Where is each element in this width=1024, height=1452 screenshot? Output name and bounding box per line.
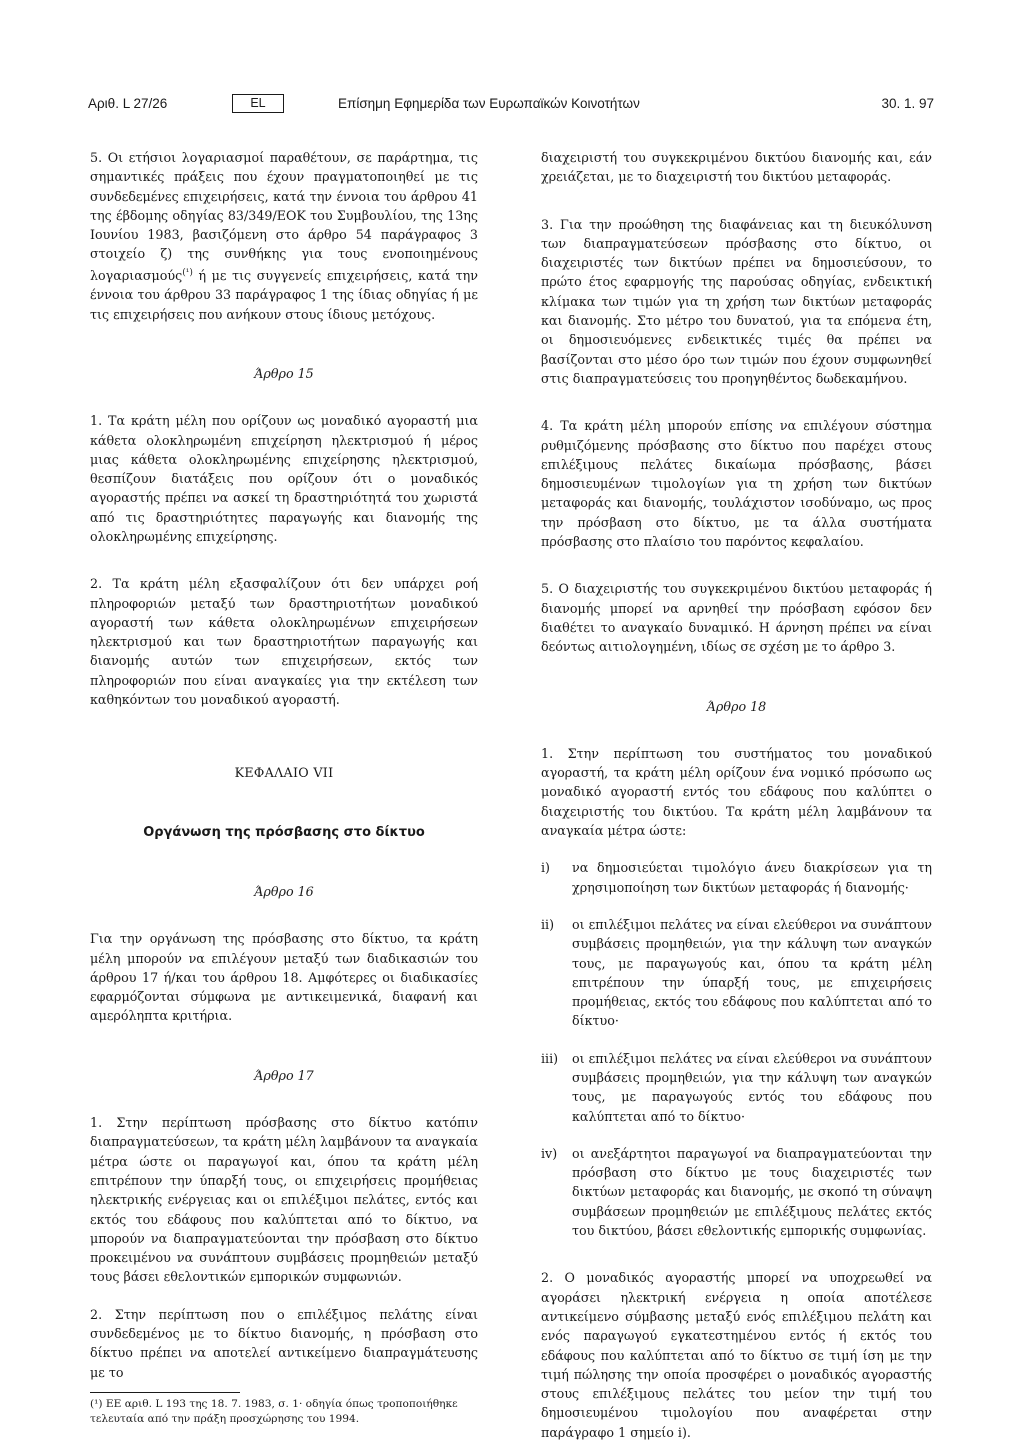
chapter-heading: ΚΕΦΑΛΑΙΟ VII [234, 765, 334, 781]
paragraph-continuation: διαχειριστή του συγκεκριμένου δικτύου διανομής και, εάν χρειάζεται, με το διαχειριστή του δικτύου μεταφοράς. [541, 150, 932, 185]
right-column [541, 148, 932, 1442]
article-15-heading: Άρθρο 15 [254, 365, 314, 381]
article-16-paragraph: Για την οργάνωση της πρόσβασης στο δίκτυο, τα κράτη μέλη μπορούν να επιλέγουν μεταξύ των διαδικασιών του άρθρου 17 ή/και του άρθρου 18. Αμφότερες οι διαδικασίες εφαρμόζονται σύμφωνα με αντικειμενικά, διαφανή και αμερόληπτα κριτήρια. [90, 931, 478, 1024]
language-code-box: EL [232, 94, 284, 113]
list-item: ii) οι επιλέξιμοι πελάτες να είναι ελεύθεροι να συνάπτουν συμβάσεις προμηθειών, για την κάλυψη των αναγκών τους, με παραγωγούς και, όπου τα κράτη μέλη επιτρέπουν την ύπαρξή τους, με επιχειρήσεις προμήθειας, εκτός του εδάφους που καλύπτεται από το δίκτυο· [541, 916, 933, 1029]
article-17-paragraph-4: 4. Τα κράτη μέλη μπορούν επίσης να επιλέγουν σύστημα ρυθμιζόμενης πρόσβασης στο δίκτυο που παρέχει στους επιλέξιμους πελάτες δικαίωμα πρόσβασης, βάσει δημοσιευμένων τιμολογίων για τη χρήση των δικτύων μεταφοράς και διανομής, τουλάχιστον ισοδύναμο, ως προς την πρόσβαση στο δίκτυο, με τα άλλα συστήματα πρόσβασης στο πλαίσιο του παρόντος κεφαλαίου. [541, 418, 932, 550]
article-15-paragraph-2: 2. Τα κράτη μέλη εξασφαλίζουν ότι δεν υπάρχει ροή πληροφοριών μεταξύ των δραστηριοτήτων μοναδικού αγοραστή των κάθετα ολοκληρωμένων επιχειρήσεων ηλεκτρισμού και των δραστηριοτήτων παραγωγής και διανομής αυτών των επιχειρήσεων, εκτός των πληροφοριών που είναι αναγκαίες για την εκτέλεση των καθηκόντων του μοναδικού αγοραστή. [90, 576, 478, 708]
article-16-heading: Άρθρο 16 [254, 883, 314, 899]
article-18-paragraph-1: 1. Στην περίπτωση του συστήματος του μοναδικού αγοραστή, τα κράτη μέλη ορίζουν ένα νομικό πρόσωπο ως μοναδικό αγοραστή εντός του εδάφους που καλύπτει ο διαχειριστής του δικτύου. Τα κράτη μέλη λαμβάνουν τα αναγκαία μέτρα ώστε: [541, 745, 932, 839]
chapter-title: Οργάνωση της πρόσβασης στο δίκτυο [143, 824, 425, 840]
list-item: iv) οι ανεξάρτητοι παραγωγοί να διαπραγματεύονται την πρόσβαση στο δίκτυο με τους διαχειριστές των δικτύων μεταφοράς και διανομής, με σκοπό τη σύναψη συμβάσεων προμηθειών με επιλέξιμους πελάτες εκτός του δικτύου, βάσει εθελοντικής εμπορικής συμφωνίας. [541, 1145, 932, 1239]
article-18-heading: Άρθρο 18 [706, 698, 767, 714]
journal-title: Επίσημη Εφημερίδα των Ευρωπαϊκών Κοινοτήτων [338, 96, 640, 111]
issue-date: 30. 1. 97 [881, 96, 934, 111]
article-15-paragraph-1: 1. Τα κράτη μέλη που ορίζουν ως μοναδικό αγοραστή μια κάθετα ολοκληρωμένη επιχείρηση ηλεκτρισμού ή μέρος μιας κάθετα ολοκληρωμένης επιχείρησης ηλεκτρισμού, θεσπίζουν διατάξεις που ορίζουν ότι ο μοναδικός αγοραστής πρέπει να ασκεί τη δραστηριότητά του χωριστά από τις δραστηριότητες παραγωγής και διανομής της ολοκληρωμένης επιχείρησης. [90, 413, 478, 544]
page-header [88, 93, 934, 115]
article-17-paragraph-2: 2. Στην περίπτωση που ο επιλέξιμος πελάτης είναι συνδεδεμένος με το δίκτυο διανομής, η πρόσβαση στο δίκτυο πρέπει να αποτελεί αντικείμενο διαπραγμάτευσης με το [90, 1306, 478, 1380]
list-item: iii) οι επιλέξιμοι πελάτες να είναι ελεύθεροι να συνάπτουν συμβάσεις προμηθειών, για την κάλυψη των αναγκών τους, με παραγωγούς εντός του εδάφους που καλύπτεται από το δίκτυο· [541, 1050, 933, 1124]
footnote-divider [90, 1392, 240, 1393]
list-item: i) να δημοσιεύεται τιμολόγιο άνευ διακρίσεων για τη χρησιμοποίηση των δικτύων μεταφοράς ή διανομής· [541, 860, 932, 895]
paragraph-5: 5. Οι ετήσιοι λογαριασμοί παραθέτουν, σε παράρτημα, τις σημαντικές πράξεις που έχουν πραγματοποιηθεί με τις συνδεδεμένες επιχειρήσεις, κατά την έννοια του άρθρου 41 της έβδομης οδηγίας 83/349/ΕΟΚ του Συμβουλίου, της 13ης Ιουνίου 1983, βασιζόμενη στο άρθρο 54 παράγραφος 3 στοιχείο ζ) της συνθήκης για τους ενοποιημένους λογαριασμούς$^{(^1)}$ ή με τις συγγενείς επιχειρήσεις, κατά την έννοια του άρθρου 33 παράγραφος 1 της ίδιας οδηγίας ή με τις επιχειρήσεις που ανήκουν στους ίδιους μετόχους. [90, 150, 478, 322]
article-18-paragraph-2: 2. Ο μοναδικός αγοραστής μπορεί να υποχρεωθεί να αγοράσει ηλεκτρική ενέργεια η οποία αποτέλεσε αντικείμενο σύμβασης μεταξύ ενός επιλέξιμου πελάτη και ενός παραγωγού εγκατεστημένου εντός ή εκτός του εδάφους που καλύπτεται από το δίκτυο σε τιμή ίση με την τιμή πώλησης την οποία προσφέρει ο μοναδικός αγοραστής στους επιλέξιμους πελάτες του μείον την τιμή του δημοσιευμένου τιμολογίου που αναφέρεται στην παράγραφο 1 σημείο i). [541, 1270, 932, 1440]
article-17-heading: Άρθρο 17 [254, 1067, 314, 1083]
article-17-paragraph-5: 5. Ο διαχειριστής του συγκεκριμένου δικτύου μεταφοράς ή διανομής μπορεί να αρνηθεί την πρόσβαση εφόσον δεν διαθέτει το αναγκαίο δυναμικό. Η άρνηση πρέπει να είναι δεόντως αιτιολογημένη, ιδίως σε σχέση με το άρθρο 3. [541, 581, 932, 655]
footnote-ref: (¹) [182, 267, 193, 278]
article-17-paragraph-3: 3. Για την προώθηση της διαφάνειας και τη διευκόλυνση των διαπραγματεύσεων πρόσβασης στο δίκτυο, οι διαχειριστές των δικτύων πρέπει να δημοσιεύσουν, το πρώτο έτος εφαρμογής της παρούσας οδηγίας, ενδεικτική κλίμακα των τιμών για τη χρήση των δικτύων μεταφοράς και διανομής. Στο μέτρο του δυνατού, για τα επόμενα έτη, οι δημοσιευόμενες ενδεικτικές τιμές θα πρέπει να βασίζονται στο μέσο όρο των τιμών που έχουν συμφωνηθεί στις διαπραγματεύσεις του προηγηθέντος δωδεκαμήνου. [541, 216, 932, 386]
issue-reference: Αριθ. L 27/26 [88, 96, 168, 111]
footnote: (¹) ΕΕ αριθ. L 193 της 18. 7. 1983, σ. 1· οδηγία όπως τροποποιήθηκε τελευταία από την πράξη προσχώρησης του 1994. [90, 1397, 458, 1425]
article-17-paragraph-1: 1. Στην περίπτωση πρόσβασης στο δίκτυο κατόπιν διαπραγματεύσεων, τα κράτη μέλη λαμβάνουν τα αναγκαία μέτρα ώστε οι παραγωγοί και, όπου τα κράτη μέλη επιτρέπουν την ύπαρξή τους, οι επιχειρήσεις προμήθειας ηλεκτρικής ενέργειας και οι επιλέξιμοι πελάτες, εντός και εκτός του εδάφους που καλύπτεται από το δίκτυο, να μπορούν να διαπραγματεύονται την πρόσβαση στο δίκτυο προκειμένου να συνάπτουν συμβάσεις προμηθειών μεταξύ τους βάσει εθελοντικών εμπορικών συμφωνιών. [90, 1115, 478, 1285]
left-column [90, 148, 478, 1427]
